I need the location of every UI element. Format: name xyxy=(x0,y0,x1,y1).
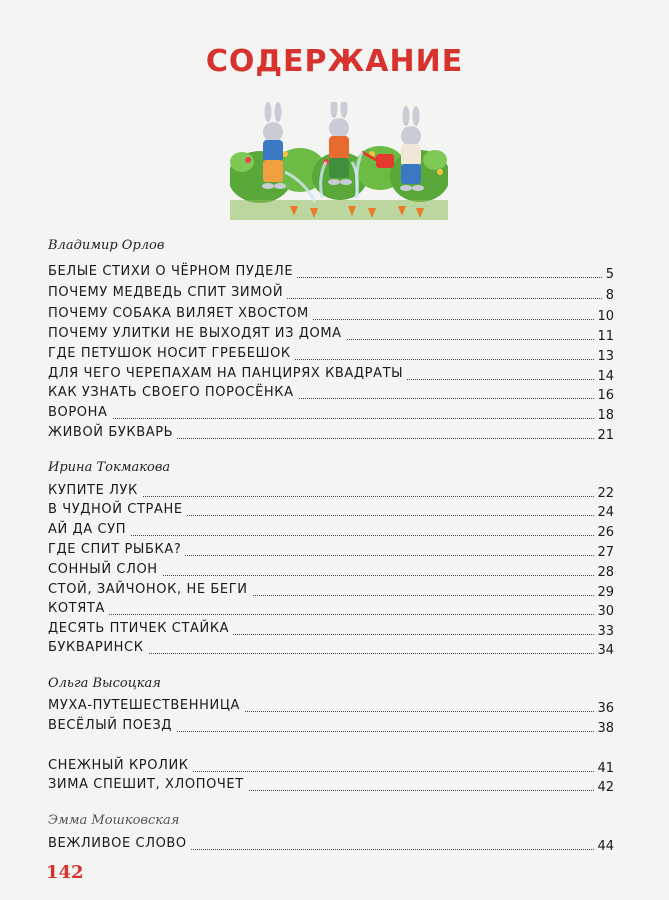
toc-entry-title: ВЕСЁЛЫЙ ПОЕЗД xyxy=(48,718,176,733)
toc-entry-title: АЙ ДА СУП xyxy=(48,522,130,537)
author-name: Ирина Токмакова xyxy=(48,460,171,475)
toc-entry[interactable] xyxy=(48,698,614,718)
toc-entry[interactable] xyxy=(48,718,614,738)
toc-entry-page: 28 xyxy=(594,565,614,580)
toc-entry-title: СНЕЖНЫЙ КРОЛИК xyxy=(48,758,193,773)
toc-entry-page: 10 xyxy=(594,309,614,324)
toc-entry-page: 30 xyxy=(594,604,614,619)
toc-entry-title: ВЕЖЛИВОЕ СЛОВО xyxy=(48,836,191,851)
toc-entry[interactable] xyxy=(48,502,614,522)
toc-entry-title: БУКВАРИНСК xyxy=(48,640,148,655)
toc-entry[interactable] xyxy=(48,542,614,562)
toc-entry-page: 18 xyxy=(594,408,614,423)
toc-entry-page: 34 xyxy=(594,643,614,658)
toc-entry[interactable] xyxy=(48,777,614,797)
toc-entry[interactable] xyxy=(48,601,614,621)
toc-entry-title: КОТЯТА xyxy=(48,601,109,616)
page-number: 142 xyxy=(46,862,84,883)
toc-entry-title: ВОРОНА xyxy=(48,405,112,420)
toc-entry[interactable] xyxy=(48,346,614,366)
toc-entry-page: 27 xyxy=(594,545,614,560)
toc-entry-title: КАК УЗНАТЬ СВОЕГО ПОРОСЁНКА xyxy=(48,385,298,400)
toc-entry-title: ГДЕ СПИТ РЫБКА? xyxy=(48,542,185,557)
toc-entry[interactable] xyxy=(48,758,614,778)
toc-entry-title: ПОЧЕМУ УЛИТКИ НЕ ВЫХОДЯТ ИЗ ДОМА xyxy=(48,326,346,341)
toc-entry[interactable] xyxy=(48,836,614,856)
toc-entry-page: 26 xyxy=(594,525,614,540)
rabbits-garden-illustration xyxy=(230,102,448,220)
toc-entry[interactable] xyxy=(48,483,614,503)
toc-entry[interactable] xyxy=(48,264,614,284)
page-title: СОДЕРЖАНИЕ xyxy=(205,44,464,79)
toc-entry-page: 33 xyxy=(594,624,614,639)
toc-entry[interactable] xyxy=(48,385,614,405)
toc-entry-page: 11 xyxy=(594,329,614,344)
toc-entry-title: ДЛЯ ЧЕГО ЧЕРЕПАХАМ НА ПАНЦИРЯХ КВАДРАТЫ xyxy=(48,366,407,381)
toc-entry[interactable] xyxy=(48,306,614,326)
toc-entry-page: 44 xyxy=(594,839,614,854)
toc-entry-page: 16 xyxy=(594,388,614,403)
toc-entry-title: ПОЧЕМУ СОБАКА ВИЛЯЕТ ХВОСТОМ xyxy=(48,306,313,321)
toc-entry-page: 38 xyxy=(594,721,614,736)
toc-entry-page: 21 xyxy=(594,428,614,443)
toc-entry-page: 8 xyxy=(603,288,614,303)
author-name: Эмма Мошковская xyxy=(48,813,180,828)
toc-entry-page: 42 xyxy=(594,780,614,795)
toc-entry[interactable] xyxy=(48,562,614,582)
toc-entry[interactable] xyxy=(48,582,614,602)
toc-entry-title: КУПИТЕ ЛУК xyxy=(48,483,142,498)
toc-entry[interactable] xyxy=(48,326,614,346)
toc-entry[interactable] xyxy=(48,640,614,660)
toc-entry-title: СТОЙ, ЗАЙЧОНОК, НЕ БЕГИ xyxy=(48,582,252,597)
toc-entry-page: 24 xyxy=(594,505,614,520)
toc-entry[interactable] xyxy=(48,522,614,542)
toc-entry[interactable] xyxy=(48,366,614,386)
toc-entry-page: 14 xyxy=(594,369,614,384)
toc-entry[interactable] xyxy=(48,405,614,425)
toc-entry-page: 36 xyxy=(594,701,614,716)
toc-entry[interactable] xyxy=(48,285,614,305)
toc-entry-title: МУХА-ПУТЕШЕСТВЕННИЦА xyxy=(48,698,244,713)
author-name: Ольга Высоцкая xyxy=(48,676,161,691)
toc-entry-page: 13 xyxy=(594,349,614,364)
toc-entry-title: БЕЛЫЕ СТИХИ О ЧЁРНОМ ПУДЕЛЕ xyxy=(48,264,297,279)
toc-entry[interactable] xyxy=(48,425,614,445)
toc-entry-title: СОННЫЙ СЛОН xyxy=(48,562,162,577)
toc-entry-title: В ЧУДНОЙ СТРАНЕ xyxy=(48,502,187,517)
toc-entry-page: 29 xyxy=(594,585,614,600)
toc-entry-page: 5 xyxy=(603,267,614,282)
toc-entry-title: ЖИВОЙ БУКВАРЬ xyxy=(48,425,177,440)
toc-entry[interactable] xyxy=(48,621,614,641)
toc-entry-title: ДЕСЯТЬ ПТИЧЕК СТАЙКА xyxy=(48,621,233,636)
toc-entry-title: ПОЧЕМУ МЕДВЕДЬ СПИТ ЗИМОЙ xyxy=(48,285,287,300)
toc-entry-page: 22 xyxy=(594,486,614,501)
toc-entry-title: ЗИМА СПЕШИТ, ХЛОПОЧЕТ xyxy=(48,777,248,792)
author-name: Владимир Орлов xyxy=(48,238,165,253)
toc-entry-title: ГДЕ ПЕТУШОК НОСИТ ГРЕБЕШОК xyxy=(48,346,295,361)
toc-entry-page: 41 xyxy=(594,761,614,776)
